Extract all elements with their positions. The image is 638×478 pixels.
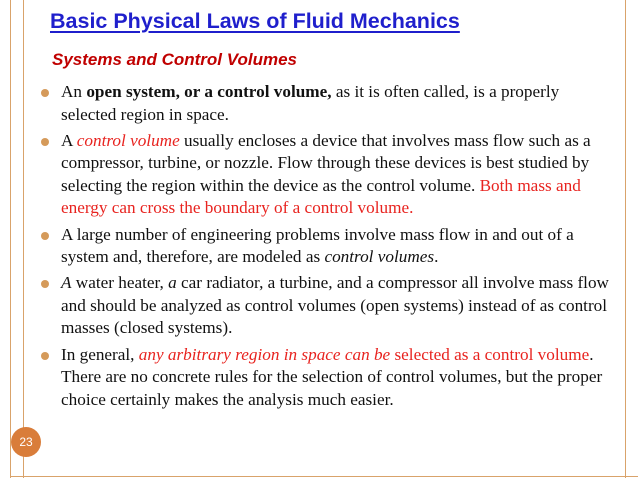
slide-subtitle: Systems and Control Volumes [52, 50, 297, 69]
bullet-text-run: An [61, 82, 87, 101]
bullet-text-run: . There are no concrete rules for the selection of control volumes, but the proper choice certainly makes the analysis much easier. [61, 344, 603, 409]
bullet-text-run: Both mass and energy can cross the boundary of a control volume. [61, 175, 581, 218]
frame-bottom-border [10, 476, 638, 477]
bullet-text-run: A [61, 130, 77, 150]
bullet-text-run: water heater, [71, 273, 169, 293]
bullet-dot-icon [41, 138, 49, 146]
bullet-text-run: A [61, 273, 72, 293]
bullet-item [38, 130, 618, 220]
frame-left-border [10, 0, 24, 478]
bullet-text-run: control volume [76, 130, 180, 150]
bullet-list [38, 81, 618, 415]
bullet-text-run: selected as a control volume [390, 344, 590, 364]
bullet-text-run: . [434, 247, 439, 267]
bullet-dot-icon [41, 352, 49, 360]
page-number-badge: 23 [11, 427, 41, 457]
bullet-dot-icon [41, 232, 49, 240]
bullet-item [38, 224, 618, 269]
bullet-text-run: open system, or a control volume, [86, 82, 332, 101]
bullet-text-run: In general, [61, 344, 139, 364]
bullet-text-run: car radiator, a turbine, and a compressor all involve mass flow and should be analyzed as control volumes (open systems) instead of as control masses (closed systems). [61, 273, 609, 338]
bullet-dot-icon [41, 280, 49, 288]
bullet-text-run: any arbitrary region in space can be [138, 344, 391, 364]
bullet-text-run: as it is often called, is a properly selected region in space. [61, 82, 560, 124]
bullet-text-run: control volumes [324, 247, 435, 267]
bullet-text-run: usually encloses a device that involves mass flow such as a compressor, turbine, or nozzle. Flow through these devices is best studied by selecting the region within the device as the control volume. [61, 130, 591, 195]
slide-title: Basic Physical Laws of Fluid Mechanics [50, 9, 460, 33]
bullet-text-run: A large number of engineering problems involve mass flow in and out of a system and, therefore, are modeled as [61, 224, 574, 267]
bullet-item [38, 272, 618, 340]
bullet-text-run: a [168, 273, 177, 293]
bullet-item [38, 81, 618, 126]
frame-right-border [625, 0, 626, 478]
bullet-item [38, 344, 618, 412]
bullet-dot-icon [41, 89, 49, 97]
